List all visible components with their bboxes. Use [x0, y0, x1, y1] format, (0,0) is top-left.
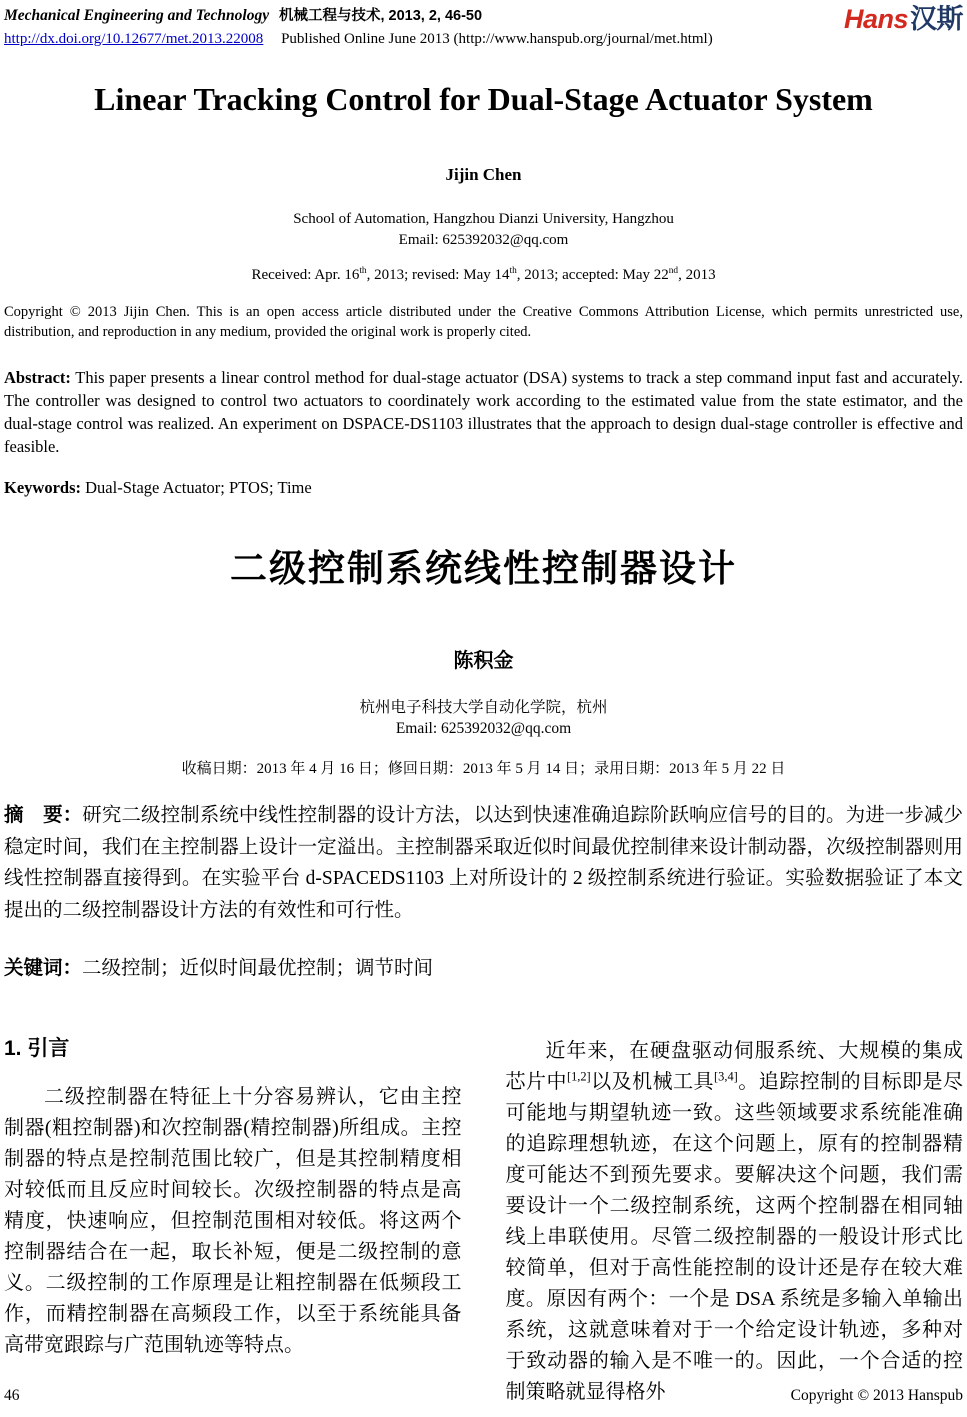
page-header	[4, 6, 963, 49]
abstract-text-chinese: 研究二级控制系统中线性控制器的设计方法，以达到快速准确追踪阶跃响应信号的目的。为进一步减少稳定时间，我们在主控制器上设计一定溢出。主控制器采取近似时间最优控制律来设计制动器，次级控制器则用线性控制器直接得到。在实验平台 d-SPACEDS1103 上对所设计的 2 级控制系统进行验证。实验数据验证了本文提出的二级控制器设计方法的有效性和可行性。	[4, 805, 963, 921]
affiliation-block-chinese	[4, 697, 963, 739]
author-email-english: Email: 625392032@qq.com	[398, 232, 569, 248]
page-footer	[4, 1387, 963, 1405]
keywords-text-chinese: 二级控制；近似时间最优控制；调节时间	[82, 958, 434, 979]
doi-line	[4, 29, 713, 49]
section-1-heading: 1. 引言	[4, 1037, 70, 1060]
author-email-chinese: Email: 625392032@qq.com	[395, 720, 572, 737]
page-number: 46	[4, 1387, 20, 1404]
keywords-chinese	[4, 952, 963, 980]
paper-title-english: Linear Tracking Control for Dual-Stage Actuator System	[94, 81, 873, 117]
right-column	[506, 1036, 964, 1408]
journal-line	[4, 6, 713, 26]
journal-name-english: Mechanical Engineering and Technology	[4, 7, 270, 24]
keywords-text: Dual-Stage Actuator; PTOS; Time	[81, 478, 312, 497]
abstract-chinese	[4, 800, 963, 926]
copyright-notice: Copyright © 2013 Jijin Chen. This is an open access article distributed under the Creative Commons Attribution License, which permits unrestricted use, distribution, and reproduction in any medium, provided the original work is properly cited.	[4, 304, 963, 340]
two-column-body	[4, 1036, 963, 1408]
journal-info	[4, 6, 713, 49]
keywords-english	[4, 478, 963, 498]
dates-line-chinese: 收稿日期：2013 年 4 月 16 日；修回日期：2013 年 5 月 14 日；录用日期：2013 年 5 月 22 日	[181, 761, 786, 777]
affiliation-english: School of Automation, Hangzhou Dianzi University, Hangzhou	[293, 211, 674, 227]
hanspub-logo	[844, 6, 963, 33]
abstract-english	[4, 366, 963, 458]
keywords-label: Keywords:	[4, 478, 81, 497]
affiliation-block-english	[4, 209, 963, 251]
abstract-label-chinese: 摘 要：	[4, 804, 83, 826]
keywords-label-chinese: 关键词：	[4, 957, 83, 979]
footer-copyright: Copyright © 2013 Hanspub	[790, 1387, 963, 1404]
affiliation-chinese: 杭州电子科技大学自动化学院，杭州	[359, 699, 608, 716]
abstract-label: Abstract:	[4, 368, 71, 387]
paper-title-chinese: 二级控制系统线性控制器设计	[230, 548, 737, 589]
received-dates-line: Received: Apr. 16th, 2013; revised: May 14th, 2013; accepted: May 22nd, 2013	[251, 266, 716, 283]
hans-logo-chinese: 汉斯	[910, 4, 963, 34]
journal-name-chinese: 机械工程与技术, 2013, 2, 46-50	[278, 8, 483, 24]
intro-paragraph-left: 二级控制器在特征上十分容易辨认，它由主控制器(粗控制器)和次控制器(精控制器)所组成。主控制器的特点是控制范围比较广，但是其控制精度相对较低而且反应时间较长。次级控制器的特点是高精度，快速响应，但控制范围相对较低。将这两个控制器结合在一起，取长补短，便是二级控制的意义。二级控制的工作原理是让粗控制器在低频段工作，而精控制器在高频段工作，以至于系统能具备高带宽跟踪与广范围轨迹等特点。	[4, 1086, 462, 1356]
published-online-text: Published Online June 2013 (http://www.hanspub.org/journal/met.html)	[281, 31, 713, 47]
author-name-english: Jijin Chen	[445, 165, 522, 184]
author-name-chinese: 陈积金	[453, 650, 514, 672]
left-column	[4, 1036, 462, 1408]
intro-paragraph-right: 近年来，在硬盘驱动伺服系统、大规模的集成芯片中[1,2]以及机械工具[3,4]。追踪控制的目标即是尽可能地与期望轨迹一致。这些领域要求系统能准确的追踪理想轨迹，在这个问题上，原有的控制器精度可能达不到预先要求。要解决这个问题，我们需要设计一个二级控制系统，这两个控制器在相同轴线上串联使用。尽管二级控制器的一般设计形式比较简单，但对于高性能控制的设计还是存在较大难度。原因有两个：一个是 DSA 系统是多输入单输出系统，这就意味着对于一个给定设计轨迹，多种对于致动器的输入是不唯一的。因此，一个合适的控制策略就显得格外	[505, 1040, 964, 1403]
abstract-text: This paper presents a linear control method for dual-stage actuator (DSA) systems to track a step command input fast and accurately. The controller was designed to control two actuators to coordinately work according to the estimated value from the state estimator, and the dual-stage control was realized. An experiment on DSPACE-DS1103 illustrates that the approach to design dual-stage controller is effective and feasible.	[4, 368, 963, 456]
doi-link[interactable]: http://dx.doi.org/10.12677/met.2013.22008	[4, 31, 264, 47]
hans-logo-text: Hans	[843, 4, 908, 34]
